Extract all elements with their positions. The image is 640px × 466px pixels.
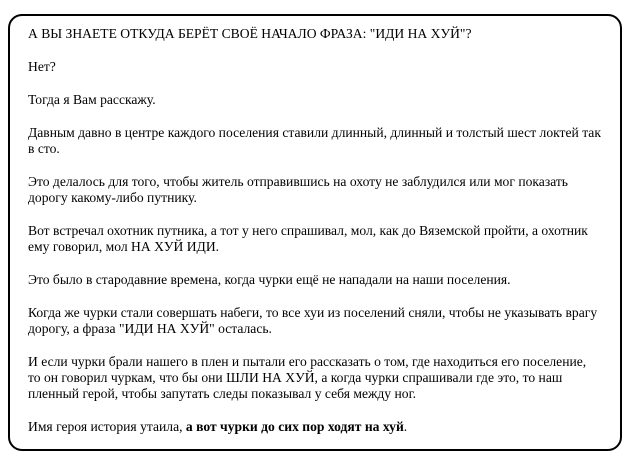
paragraph-captive: И если чурки брали нашего в плен и пытали его рассказать о том, где находиться его поселение, то он говорил чуркам, что бы они ШЛИ НА ХУЙ, а когда чурки спрашивали где это, то наш пленный герой, чтобы запутать следы показывал у себя между ног. — [28, 354, 587, 401]
final-normal-text: Имя героя история утаила, — [28, 419, 186, 434]
final-period: . — [403, 419, 408, 434]
text-card — [8, 14, 622, 451]
paragraph-answer: Нет? — [28, 59, 56, 74]
paragraph-purpose: Это делалось для того, чтобы житель отправившись на охоту не заблудился или мог показать дорогу какому-либо путнику. — [28, 174, 569, 205]
paragraph-raids: Когда же чурки стали совершать набеги, то все хуи из поселений сняли, чтобы не указывать врагу дорогу, а фраза "ИДИ НА ХУЙ" осталась. — [28, 305, 598, 336]
paragraph-pole: Давным давно в центре каждого поселения ставили длинный, длинный и толстый шест локтей так в сто. — [28, 125, 601, 156]
final-bold-text: а вот чурки до сих пор ходят на хуй — [185, 419, 404, 434]
paragraph-hunter: Вот встречал охотник путника, а тот у него спрашивал, мол, как до Вяземской пройти, а охотник ему говорил, мол НА ХУЙ ИДИ. — [28, 223, 588, 254]
paragraph-old-times: Это было в стародавние времена, когда чурки ещё не нападали на наши поселения. — [28, 272, 511, 287]
paragraph-intro: Тогда я Вам расскажу. — [28, 92, 156, 107]
heading-question: А ВЫ ЗНАЕТЕ ОТКУДА БЕРЁТ СВОЁ НАЧАЛО ФРАЗА: "ИДИ НА ХУЙ"? — [28, 26, 472, 41]
paragraph-final — [28, 419, 602, 435]
